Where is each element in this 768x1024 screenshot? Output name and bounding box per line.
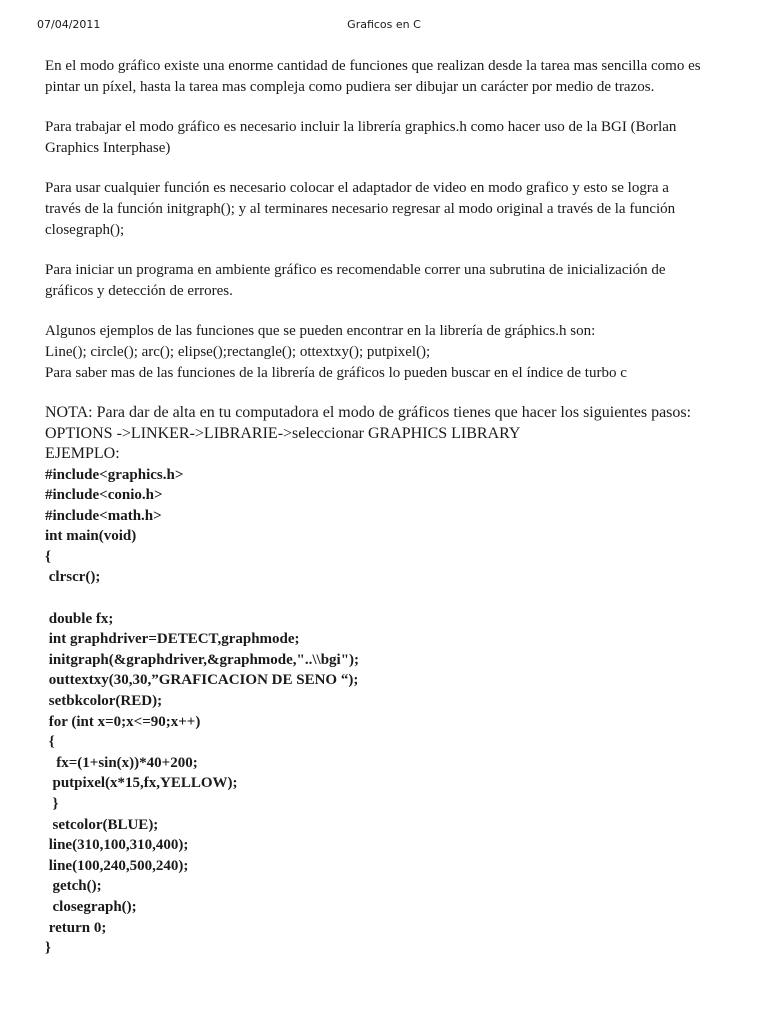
code-line: getch(); [45, 878, 102, 895]
code-line: { [45, 734, 55, 751]
code-line: { [45, 548, 51, 565]
code-line: putpixel(x*15,fx,YELLOW); [45, 775, 238, 792]
paragraph-line: gráficos y detección de errores. [45, 283, 233, 299]
paragraph-init-subroutine [45, 260, 735, 302]
code-line: clrscr(); [45, 569, 101, 586]
paragraph-line: Para iniciar un programa en ambiente gráfico es recomendable correr una subrutina de inicialización de [45, 262, 666, 278]
code-line: setbkcolor(RED); [45, 693, 163, 710]
paragraph-line: Line(); circle(); arc(); elipse();rectangle(); ottextxy(); putpixel(); [45, 344, 431, 360]
code-line: } [45, 796, 59, 812]
paragraph-line: closegraph(); [45, 222, 125, 238]
paragraph-initgraph [45, 178, 735, 241]
code-line [45, 588, 735, 609]
code-line: line(310,100,310,400); [45, 837, 189, 854]
paragraph-line: pintar un píxel, hasta la tarea mas compleja como pudiera ser dibujar un carácter por medio de trazos. [45, 79, 655, 95]
nota-line: EJEMPLO: [45, 445, 120, 462]
paragraph-line: Para usar cualquier función es necesario colocar el adaptador de video en modo grafico y esto se logra a [45, 180, 669, 196]
code-line: closegraph(); [45, 898, 137, 915]
code-line: return 0; [45, 919, 107, 936]
nota-line: NOTA: Para dar de alta en tu computadora el modo de gráficos tienes que hacer los siguientes pasos: [45, 404, 692, 421]
code-example [45, 465, 735, 959]
code-line: int graphdriver=DETECT,graphmode; [45, 631, 300, 648]
header-title: Graficos en C [347, 18, 421, 31]
paragraph-line: En el modo gráfico existe una enorme cantidad de funciones que realizan desde la tarea mas sencilla como es [45, 58, 701, 74]
code-line: initgraph(&graphdriver,&graphmode,"..\\bgi"); [45, 651, 360, 668]
code-line: double fx; [45, 610, 114, 627]
document-body [45, 56, 735, 959]
paragraph-graphics-library [45, 117, 735, 159]
paragraph-line: través de la función initgraph(); y al terminares necesario regresar al modo original a través de la función [45, 201, 676, 217]
code-line: #include<conio.h> [45, 487, 163, 504]
paragraph-intro [45, 56, 735, 98]
paragraph-line: Para saber mas de las funciones de la librería de gráficos lo pueden buscar en el índice de turbo c [45, 365, 627, 381]
code-line: } [45, 940, 51, 957]
code-line: #include<math.h> [45, 507, 162, 524]
nota-block [45, 403, 735, 465]
nota-line: OPTIONS ->LINKER->LIBRARIE->seleccionar GRAPHICS LIBRARY [45, 424, 521, 442]
code-line: setcolor(BLUE); [45, 816, 159, 833]
header-date: 07/04/2011 [37, 18, 101, 31]
paragraph-line: Algunos ejemplos de las funciones que se pueden encontrar en la librería de gráphics.h son: [45, 323, 596, 339]
code-line: int main(void) [45, 528, 137, 545]
paragraph-line: Graphics Interphase) [45, 140, 171, 156]
paragraph-line: Para trabajar el modo gráfico es necesario incluir la librería graphics.h como hacer uso de la BGI (Borlan [45, 119, 677, 135]
code-line: outtextxy(30,30,”GRAFICACION DE SENO “); [45, 672, 359, 689]
code-line: fx=(1+sin(x))*40+200; [45, 754, 198, 771]
code-line: line(100,240,500,240); [45, 857, 189, 874]
code-line: #include<graphics.h> [45, 466, 184, 483]
code-line: for (int x=0;x<=90;x++) [45, 713, 201, 730]
paragraph-function-examples [45, 321, 735, 384]
page-header [0, 18, 768, 38]
